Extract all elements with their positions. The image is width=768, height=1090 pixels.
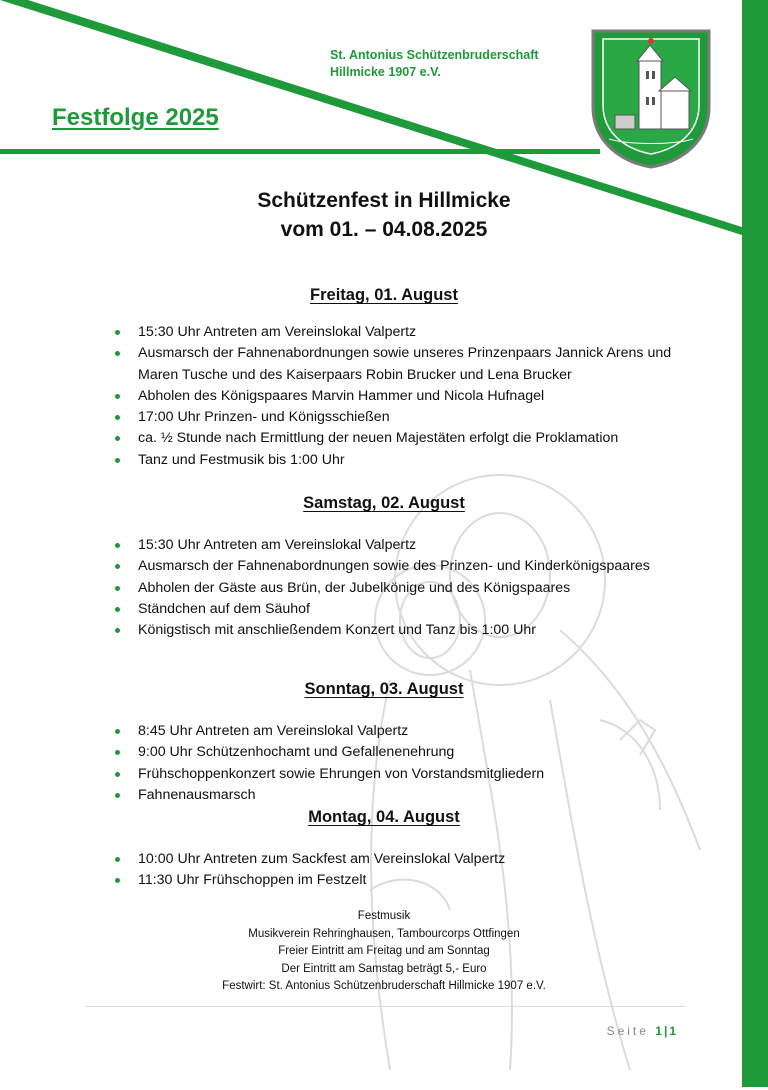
list-item: Frühschoppenkonzert sowie Ehrungen von Vorstandsmitgliedern [112, 764, 712, 785]
footer-line: Musikverein Rehringhausen, Tambourcorps Ottfingen [248, 927, 520, 940]
list-item: 10:00 Uhr Antreten zum Sackfest am Vereinslokal Valpertz [112, 849, 712, 870]
event-title [0, 186, 768, 244]
footer-info [0, 908, 768, 996]
day-heading-saturday: Samstag, 02. August [303, 494, 465, 512]
festfolge-heading: Festfolge 2025 [52, 104, 219, 131]
monday-list [112, 849, 712, 892]
day-heading-sunday: Sonntag, 03. August [304, 680, 464, 698]
footer-line: Festwirt: St. Antonius Schützenbruderschaft Hillmicke 1907 e.V. [222, 980, 546, 992]
list-item: 11:30 Uhr Frühschoppen im Festzelt [112, 870, 712, 891]
list-item: Fahnenausmarsch [112, 785, 712, 806]
sunday-list [112, 721, 712, 806]
event-title-line-1: Schützenfest in Hillmicke [257, 189, 511, 212]
org-line-2: Hillmicke 1907 e.V. [330, 65, 441, 79]
friday-list [112, 322, 712, 471]
footer-line: Festmusik [357, 910, 411, 922]
org-line-1: St. Antonius Schützenbruderschaft [330, 48, 539, 62]
page-number [607, 1024, 678, 1038]
list-item: 15:30 Uhr Antreten am Vereinslokal Valpertz [112, 322, 712, 343]
page-number-value: 1|1 [655, 1024, 678, 1038]
list-item: Ausmarsch der Fahnenabordnungen sowie des Prinzen- und Kinderkönigspaares [112, 556, 712, 577]
list-item: 15:30 Uhr Antreten am Vereinslokal Valpertz [112, 535, 712, 556]
list-item: 8:45 Uhr Antreten am Vereinslokal Valpertz [112, 721, 712, 742]
organization-name [330, 47, 539, 81]
list-item: Abholen der Gäste aus Brün, der Jubelkönige und des Königspaares [112, 578, 712, 599]
list-item: Ständchen auf dem Säuhof [112, 599, 712, 620]
event-title-line-2: vom 01. – 04.08.2025 [280, 218, 488, 241]
day-heading-monday: Montag, 04. August [308, 808, 460, 826]
list-item: ca. ½ Stunde nach Ermittlung der neuen Majestäten erfolgt die Proklamation [112, 428, 712, 449]
shield-crest-icon [589, 27, 713, 171]
list-item: Abholen des Königspaares Marvin Hammer und Nicola Hufnagel [112, 386, 712, 407]
list-item: 17:00 Uhr Prinzen- und Königsschießen [112, 407, 712, 428]
list-item: Königstisch mit anschließendem Konzert und Tanz bis 1:00 Uhr [112, 620, 712, 641]
footer-line: Der Eintritt am Samstag beträgt 5,- Euro [281, 962, 487, 975]
list-item: 9:00 Uhr Schützenhochamt und Gefallenenehrung [112, 742, 712, 763]
page-label: Seite [606, 1024, 649, 1038]
footer-line: Freier Eintritt am Freitag und am Sonntag [278, 945, 490, 957]
saturday-list [112, 535, 712, 641]
list-item: Tanz und Festmusik bis 1:00 Uhr [112, 450, 712, 471]
day-heading-friday: Freitag, 01. August [310, 286, 458, 304]
list-item: Ausmarsch der Fahnenabordnungen sowie unseres Prinzenpaars Jannick Arens und Maren Tusche und des Kaiserpaars Robin Brucker und Lena Brucker [112, 343, 712, 386]
footer-divider [85, 1006, 685, 1007]
